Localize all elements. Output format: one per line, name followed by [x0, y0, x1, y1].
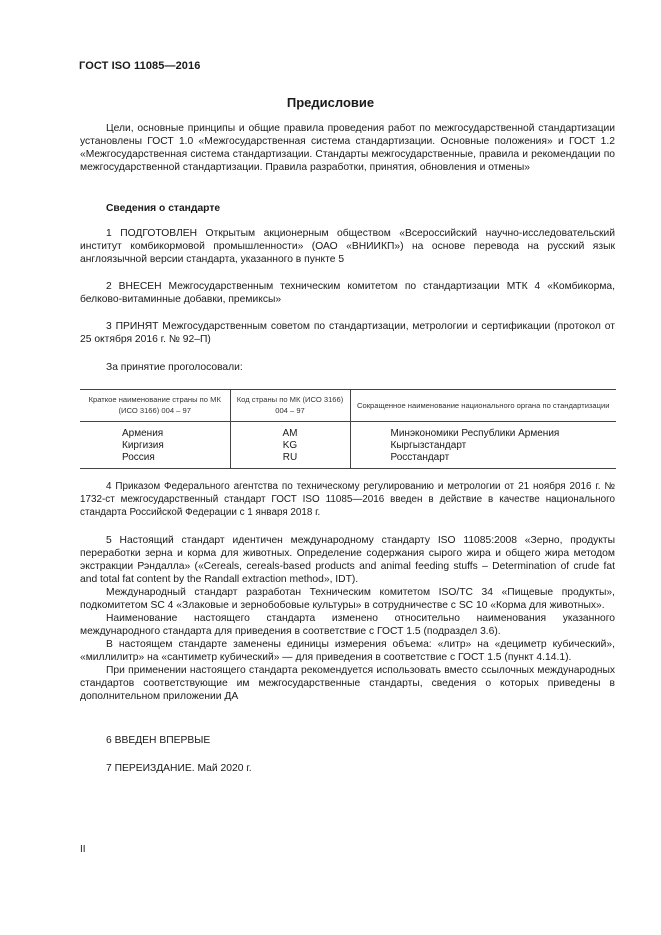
table-row	[80, 440, 616, 452]
item-5-units-text: В настоящем стандарте заменены единицы измерения объема: «литр» на «дециметр кубический», «миллилитр» на «сантиметр кубический» — для приведения в соответствие с ГОСТ 1.5 (пункт 4.14.1).	[80, 639, 615, 663]
header-country-name: Краткое наименование страны по МК (ИСО 3166) 004 – 97	[80, 390, 230, 422]
document-id-header: ГОСТ ISO 11085—2016	[79, 60, 201, 72]
item-3-text: 3 ПРИНЯТ Межгосударственным советом по стандартизации, метрологии и сертификации (протокол от 25 октября 2016 г. № 92–П)	[80, 321, 615, 345]
code-cell: AM	[230, 422, 350, 441]
header-standards-body: Сокращенное наименование национального органа по стандартизации	[350, 390, 616, 422]
item-1-text: 1 ПОДГОТОВЛЕН Открытым акционерным обществом «Всероссийский научно-исследовательский институт комбикормовой промышленности» (ОАО «ВНИИКП») на основе перевода на русский язык англоязычной версии стандарта, указанного в пункте 5	[80, 228, 615, 265]
item-5-block	[80, 534, 615, 703]
item-4-block	[80, 480, 615, 519]
item-1-block	[80, 227, 615, 266]
item-5-text: 5 Настоящий стандарт идентичен международному стандарту ISO 11085:2008 «Зерно, продукты переработки зерна и корма для животных. Определение содержания сырого жира и общего жира методом экстракции Рэндалла» («Cereals, cereals-based products and animal feeding stuffs – Determination of crude fat and total fat content by the Randall extraction method», IDT).	[80, 535, 615, 585]
country-cell: Киргизия	[122, 440, 164, 451]
item-6-text: 6 ВВЕДЕН ВПЕРВЫЕ	[106, 735, 211, 746]
header-country-code: Код страны по МК (ИСО 3166) 004 – 97	[230, 390, 350, 422]
voting-table	[80, 389, 616, 469]
code-cell: RU	[230, 452, 350, 469]
voted-block	[80, 361, 615, 374]
item-5-tc-text: Международный стандарт разработан Техническим комитетом ISO/TC 34 «Пищевые продукты», подкомитетом SC 4 «Злаковые и зернобобовые культуры» в сотрудничестве с SC 10 «Корма для животных».	[80, 587, 615, 611]
item-6-block	[80, 734, 615, 747]
voted-label: За принятие проголосовали:	[106, 362, 243, 373]
code-cell: KG	[230, 440, 350, 452]
intro-paragraph	[80, 122, 615, 174]
country-cell: Армения	[122, 428, 164, 439]
table-row	[80, 422, 616, 441]
standards-body-cell: Росстандарт	[350, 452, 616, 469]
item-7-text: 7 ПЕРЕИЗДАНИЕ. Май 2020 г.	[106, 763, 252, 774]
standards-body-cell: Минэкономики Республики Армения	[350, 422, 616, 441]
page-title: Предисловие	[286, 95, 375, 110]
country-cell: Россия	[80, 452, 230, 469]
intro-text: Цели, основные принципы и общие правила проведения работ по межгосударственной стандартизации установлены ГОСТ 1.0 «Межгосударственная система стандартизации. Основные положения» и ГОСТ 1.2 «Межгосударственная система стандартизации. Стандарты межгосударственные, правила и рекомендации по межгосударственной стандартизации. Правила разработки, принятия, обновления и отмены»	[80, 123, 615, 173]
section-heading: Сведения о стандарте	[106, 203, 221, 214]
item-7-block	[80, 762, 615, 775]
standards-body-cell: Кыргызстандарт	[350, 440, 616, 452]
item-3-block	[80, 320, 615, 346]
item-2-block	[80, 280, 615, 306]
page-number: II	[80, 844, 86, 855]
item-5-refs-text: При применении настоящего стандарта рекомендуется использовать вместо ссылочных международных стандартов соответствующие им межгосударственные стандарты, сведения о которых приведены в дополнительном приложении ДА	[80, 665, 615, 702]
item-5-name-text: Наименование настоящего стандарта изменено относительно наименования указанного международного стандарта для приведения в соответствие с ГОСТ 1.5 (подраздел 3.6).	[80, 613, 615, 637]
table-row	[80, 452, 616, 469]
table-header-row	[80, 390, 616, 422]
item-4-text: 4 Приказом Федерального агентства по техническому регулированию и метрологии от 21 ноября 2016 г. № 1732-ст межгосударственный стандарт ГОСТ ISO 11085—2016 введен в действие в качестве национального стандарта Российской Федерации с 1 января 2018 г.	[80, 481, 615, 518]
item-2-text: 2 ВНЕСЕН Межгосударственным техническим комитетом по стандартизации МТК 4 «Комбикорма, белково-витаминные добавки, премиксы»	[80, 281, 615, 305]
